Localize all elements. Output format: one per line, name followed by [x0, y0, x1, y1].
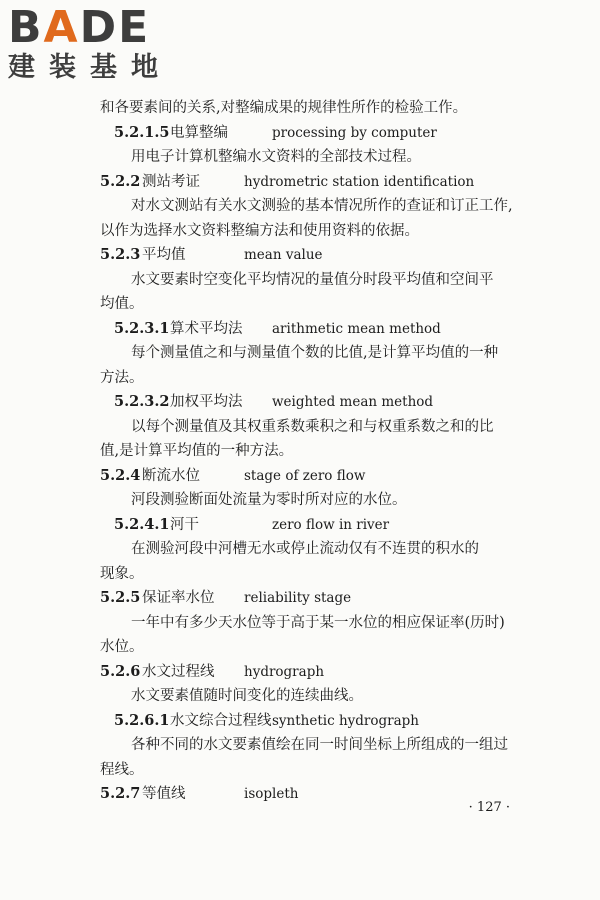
logo-wordmark: BADE — [8, 2, 151, 53]
logo-subtitle: 建装基地 — [8, 52, 172, 83]
body-line: 方法。 — [100, 369, 144, 386]
body-line: 每个测量值之和与测量值个数的比值,是计算平均值的一种 — [131, 345, 499, 361]
term-chinese: 水文过程线 — [142, 663, 215, 680]
body-line: 一年中有多少天水位等于高于某一水位的相应保证率(历时) — [131, 614, 505, 631]
section-number: 5.2.7 — [100, 785, 141, 802]
section-number: 5.2.6 — [100, 662, 141, 680]
term-heading — [0, 660, 600, 685]
term-heading — [0, 709, 600, 734]
body-line: 均值。 — [100, 296, 144, 312]
page-body — [0, 96, 600, 807]
term-heading — [0, 121, 600, 146]
term-chinese: 电算整编 — [170, 124, 228, 141]
section-number: 5.2.1.5 — [114, 123, 170, 141]
section-number: 5.2.6.1 — [114, 711, 170, 729]
term-english: zero flow in river — [272, 516, 390, 533]
section-number: 5.2.4 — [100, 466, 141, 484]
section-number: 5.2.3.2 — [114, 393, 170, 410]
term-chinese: 断流水位 — [142, 467, 200, 484]
section-number: 5.2.4.1 — [114, 515, 170, 533]
section-number: 5.2.3 — [100, 246, 141, 263]
term-heading — [0, 243, 600, 268]
term-chinese: 平均值 — [142, 247, 186, 263]
term-heading — [0, 390, 600, 415]
term-english: mean value — [244, 247, 323, 263]
term-heading — [0, 464, 600, 489]
body-line: 以每个测量值及其权重系数乘积之和与权重系数之和的比 — [131, 418, 494, 435]
term-english: hydrograph — [244, 663, 325, 680]
term-heading — [0, 513, 600, 538]
term-english: stage of zero flow — [244, 467, 366, 484]
term-chinese: 水文综合过程线 — [170, 712, 272, 729]
section-number: 5.2.3.1 — [114, 319, 170, 337]
term-heading — [0, 170, 600, 195]
term-english: hydrometric station identification — [244, 173, 475, 190]
term-chinese: 测站考证 — [142, 173, 200, 190]
term-english: synthetic hydrograph — [272, 712, 419, 729]
body-line: 水位。 — [100, 639, 144, 655]
body-line: 和各要素间的关系,对整编成果的规律性所作的检验工作。 — [100, 100, 468, 116]
body-line: 在测验河段中河槽无水或停止流动仅有不连贯的积水的 — [131, 541, 479, 557]
term-english: processing by computer — [272, 124, 437, 141]
body-line: 水文要素时空变化平均情况的量值分时段平均值和空间平 — [131, 271, 494, 288]
body-line: 水文要素值随时间变化的连续曲线。 — [131, 688, 363, 704]
term-chinese: 保证率水位 — [142, 590, 215, 606]
body-line: 对水文测站有关水文测验的基本情况所作的查证和订正工作, — [131, 198, 513, 214]
section-number: 5.2.5 — [100, 589, 141, 606]
body-line: 用电子计算机整编水文资料的全部技术过程。 — [131, 149, 421, 165]
body-line: 各种不同的水文要素值绘在同一时间坐标上所组成的一组过 — [131, 737, 508, 753]
term-english: weighted mean method — [272, 394, 434, 410]
page-number: · 127 · — [468, 800, 510, 815]
term-chinese: 算术平均法 — [170, 320, 243, 337]
body-line: 河段测验断面处流量为零时所对应的水位。 — [131, 492, 407, 508]
bade-logo — [8, 2, 176, 86]
term-chinese: 等值线 — [142, 786, 186, 802]
section-number: 5.2.2 — [100, 172, 141, 190]
body-line: 程线。 — [100, 761, 144, 778]
term-english: reliability stage — [244, 590, 352, 606]
term-heading — [0, 782, 600, 807]
term-heading — [0, 586, 600, 611]
term-english: isopleth — [244, 786, 299, 802]
term-chinese: 河干 — [170, 516, 199, 533]
term-english: arithmetic mean method — [272, 320, 441, 337]
term-heading — [0, 317, 600, 342]
body-line: 现象。 — [100, 565, 144, 582]
body-line: 值,是计算平均值的一种方法。 — [100, 443, 294, 459]
term-chinese: 加权平均法 — [170, 394, 243, 410]
body-line: 以作为选择水文资料整编方法和使用资料的依据。 — [100, 222, 419, 239]
